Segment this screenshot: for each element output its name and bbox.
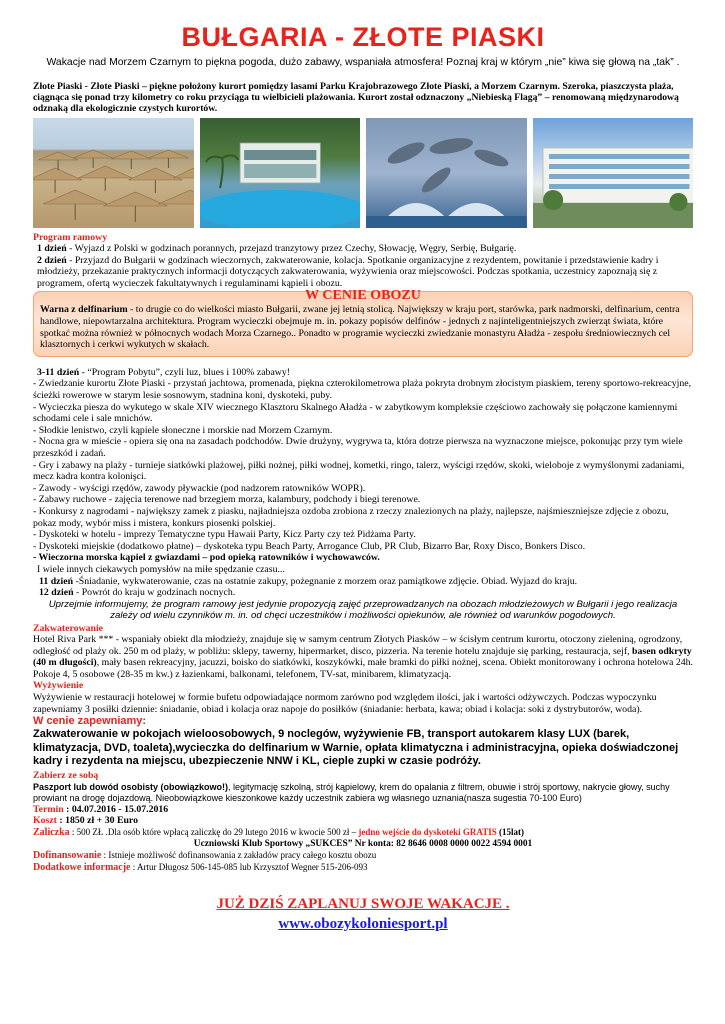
flyer	[33, 22, 693, 933]
food-heading: Wyżywienie	[33, 680, 84, 692]
extra-info-line	[33, 862, 693, 874]
days-3-11-label: 3-11 dzień	[37, 366, 80, 378]
activity-item: - Konkursy z nagrodami - największy zamek z piasku, najładniejsza ozdoba zrobiona z rzeczy znalezionych na plaży, najlepsze, najśmieszniejsze zdjęcie z obozu, pokaz mody, wybór miss i mistera, konkurs piosenki polskiej.	[33, 505, 669, 529]
day2-label: 2 dzień	[37, 254, 67, 266]
days-3-11-section	[33, 367, 693, 622]
disclaimer: Uprzejmie informujemy, że program ramowy jest jedynie propozycją zajęć przeprowadzanych na obozach młodzieżowych w Bułgarii i jego realizacja zależy od wielu czynników m. in. od chęci uczestników i możliwości opiekunów, ale również od warunków pogodowych.	[48, 598, 678, 622]
term-value: : 04.07.2016 - 15.07.2016	[63, 803, 169, 815]
bring-list: , legitymację szkolną, strój kąpielowy, krem do opalania z filtrem, obuwie i strój sportowy, nakrycie głowy, suchy prowiant na drogę dojazdową. Nieobowiązkowe kieszonkowe każdy uczestnik zabiera wg własnego uznania(nasza sugestia 70-100 Euro)	[33, 781, 670, 803]
hotel-building-photo	[533, 118, 694, 228]
activity-item: - Zwiedzanie kurortu Złote Piaski - przystań jachtowa, promenada, piękna czterokilometrowa plaża pokryta drobnym złocistym piaskiem, tereny sportowo-rekreacyjne, ścieżki rowerowe w starym lesie sosnowym, stadnina koni, dyskoteki, puby.	[33, 378, 692, 402]
included-text: Zakwaterowanie w pokojach wieloosobowych, 9 noclegów, wyżywienie FB, transport autokarem klasy LUX (barek, klimatyzacja, DVD, toaleta),wycieczka do delfinarium w Warnie, opłata klimatyczna i administracyjna, opieka doświadczonej kadry i rezydenta na miejscu, ubezpieczenie NNW i KL, cieple zupki w czasie podróży.	[33, 728, 679, 767]
day11-label: 11 dzień	[39, 575, 74, 587]
activity-item: - Wycieczka piesza do wykutego w skale XIV wiecznego Klasztoru Skalnego Aładża - w zabytkowym kompleksie częściowo zachowały się połączone kamiennymi schodami cele i sale mnichów.	[33, 401, 678, 425]
day1-text: - Wyjazd z Polski w godzinach porannych, przejazd tranzytowy przez Czechy, Słowację, Węgry, Serbię, Bułgarię.	[66, 243, 517, 255]
day1-paragraph	[33, 243, 693, 255]
extra-info-label: Dodatkowe informacje	[33, 861, 131, 873]
subtitle: Wakacje nad Morzem Czarnym to piękna pogoda, dużo zabawy, wspaniała atmosfera! Poznaj kraj w którym „nie” kiwa się głową na „tak” .	[46, 57, 680, 68]
cost-value: : 1850 zł + 30 Euro	[56, 815, 139, 827]
varna-paragraph	[40, 304, 686, 350]
website-link[interactable]: www.obozykoloniesport.pl	[278, 916, 448, 933]
activity-item-bold: - Wieczorna morska kąpiel z gwiazdami – pod opieką ratowników i wychowawców.	[33, 552, 380, 564]
included-trip-box	[33, 288, 693, 356]
photo-strip	[33, 118, 693, 228]
activity-item-last: I wiele innych ciekawych pomysłów na miłe spędzanie czasu...	[37, 563, 285, 575]
beach-umbrellas-photo	[33, 118, 194, 228]
included-heading: W cenie zapewniamy:	[33, 715, 147, 728]
activity-item: - Słodkie lenistwo, czyli kąpiele słoneczne i morskie nad Morzem Czarnym.	[33, 424, 333, 436]
day11-text: -Śniadanie, wykwaterowanie, czas na ostatnie zakupy, pożegnanie z morzem oraz pamiątkowe zdjęcie. Obiad. Wyjazd do kraju.	[73, 575, 578, 587]
varna-text: - to drugie co do wielkości miasto Bułgarii, zwane jej letnią stolicą. Największy w kraju port, starówka, park nadmorski, delfinarium, centra handlowe, niepowtarzalna architektura. Program wycieczki obejmuje m. in. pokazy popisów delfinów - jednych z najinteligentniejszych zwierząt świata, które spotkać można również w północnych wodach Morza Czarnego.. Ponadto w programie wycieczki zwiedzanie monastyru Aładża - zespołu średniowiecznych cel klasztornych i cerkwi wykutych w skałach.	[40, 304, 680, 351]
intro-text: Złote Piaski - Złote Piaski – piękne położony kurort pomiędzy lasami Parku Krajobrazowego Złote Piaski, a Morzem Czarnym. Szeroka, piaszczysta plaża, ciągnąca się ponad trzy kilometry co roku przyciąga tu wielbicieli plażowania. Kurort został odznaczony „Niebieską Flagą” – renomowaną międzynarodową odznaką dla ekologicznie czystych kurortów.	[33, 81, 679, 115]
bring-text	[33, 782, 693, 804]
day12-paragraph	[33, 587, 693, 599]
passport-note: Paszport lub dowód osobisty (obowiązkowo!)	[33, 781, 228, 792]
deposit-value: : 500 ZŁ .Dla osób które wpłacą zaliczkę do 29 lutego 2016 w kwocie 500 zł –	[69, 827, 359, 838]
day2-text: - Przyjazd do Bułgarii w godzinach wieczornych, zakwaterowanie, kolacja. Spotkanie organizacyjne z rezydentem, powitanie i przedstawienie kadry i młodzieży, przekazanie praktycznych informacji dotyczących zakwaterowania, wyżywienia oraz miejscowości. Podczas spotkania, uczestnicy zapoznają się z programem, ofertą wycieczek fakultatywnych i regulaminami kąpieli i obozu.	[37, 254, 659, 289]
food-text: Wyżywienie w restauracji hotelowej w formie bufetu odpowiadające normom zarówno pod względem ilości, jak i wartości odżywczych. Podczas wypoczynku zapewniamy 3 posiłki dziennie: śniadanie, obiad i kolacja oraz napoje do posiłków (śniadanie: herbata, kawa; obiad i kolacja: soki z dystrybutorów, woda).	[33, 691, 657, 715]
activity-item: - Dyskoteki w hotelu - imprezy Tematyczne typu Hawaii Party, Kicz Party czy też Pidżama Party.	[33, 529, 416, 541]
deposit-promo: jedno wejście do dyskoteki GRATIS	[358, 827, 497, 838]
activity-item: - Zawody - wyścigi rzędów, zawody pływackie (pod nadzorem ratowników WOPR).	[33, 482, 366, 494]
day2-paragraph	[33, 255, 693, 290]
activity-item: - Zabawy ruchowe - zajęcia terenowe nad brzegiem morza, kalambury, podchody i biegi terenowe.	[33, 494, 421, 506]
activity-item: - Gry i zabawy na plaży - turnieje siatkówki plażowej, piłki nożnej, piłki wodnej, kometki, ringo, talerz, wyścigi rzędów, skoki, wieloboje z wymyślonymi zadaniami, mecz kadra kontra kolonişci.	[33, 459, 685, 483]
club-account: Uczniowski Klub Sportowy „SUKCES” Nr konta: 82 8646 0008 0000 0022 4594 0001	[193, 838, 533, 849]
funding-value: : Istnieje możliwość dofinansowania z zakładów pracy całego kosztu obozu	[101, 850, 377, 861]
funding-line	[33, 850, 693, 862]
pool-highlight: basen odkryty (40 m długości)	[33, 645, 692, 669]
cost-line	[33, 815, 693, 827]
day12-text: - Powrót do kraju w godzinach nocnych.	[73, 587, 236, 599]
accommodation-text-1: Hotel Riva Park *** - wspaniały obiekt dla młodzieży, znajduje się w samym centrum Złotych Piasków – w ścisłym centrum kurortu, otoczony zieleniną, ogrodzony, odległość od plaży ok. 250 m od plaży, w pobliżu: sklepy, tawerny, hipermarket, disco, pizzeria. Na terenie hotelu znajduje się parking, restauracja, sejf,	[33, 634, 683, 657]
term-line	[33, 804, 693, 816]
bring-heading: Zabierz ze sobą	[33, 770, 99, 782]
days-3-11-intro: - “Program Pobytu”, czyli luz, blues i 100% zabawy!	[79, 366, 291, 378]
day12-label: 12 dzień	[39, 587, 74, 599]
funding-label: Dofinansowanie	[33, 850, 102, 862]
deposit-line	[33, 827, 693, 839]
day1-label: 1 dzień	[37, 243, 67, 255]
activity-item: - Nocna gra w mieście - opiera się ona na zasadach podchodów. Dwie drużyny, wygrywa ta, która dotrze pierwsza na wyznaczone miejsce, pokonując przy tym wiele przeszkód i zadań.	[33, 436, 683, 460]
day11-paragraph	[33, 576, 693, 588]
page-title: BUŁGARIA - ZŁOTE PIASKI	[181, 22, 545, 52]
hotel-pool-photo	[200, 118, 361, 228]
deposit-tail: (15lat)	[496, 827, 524, 838]
deposit-label: Zaliczka	[33, 827, 70, 839]
accommodation-heading: Zakwaterowanie	[33, 622, 104, 634]
cost-label: Koszt	[33, 815, 57, 827]
accommodation-text-2: , mały basen rekreacyjny, jacuzzi, boisko do siatkówki, koszykówki, małe bramki do piłki nożnej, scena. Obiekt monitorowany i ochrona hotelowa 24h. Pokoje 4, 5 osobowe (28-35 m kw.) z łazienkami, balkonami, telefonem, TV-sat, minibarem, klimatyzacją.	[33, 657, 693, 680]
call-to-action: JUŻ DZIŚ ZAPLANUJ SWOJE WAKACJE .	[216, 896, 510, 913]
program-heading: Program ramowy	[33, 231, 108, 243]
accommodation-text	[33, 634, 693, 680]
extra-info-value: : Artur Długosz 506-145-085 lub Krzysztof Wegner 515-206-093	[130, 861, 368, 872]
varna-lead: Warna z delfinarium	[40, 304, 128, 316]
included-trip-heading: W CENIE OBOZU	[305, 288, 421, 304]
activity-item: - Dyskoteki miejskie (dodatkowo płatne) – dyskoteka typu Beach Party, Arrogance Club, PR Club, Bizarro Bar, Roxy Disco, Bonkers Disco.	[33, 540, 586, 552]
term-label: Termin	[33, 803, 64, 815]
dolphins-photo	[366, 118, 527, 228]
